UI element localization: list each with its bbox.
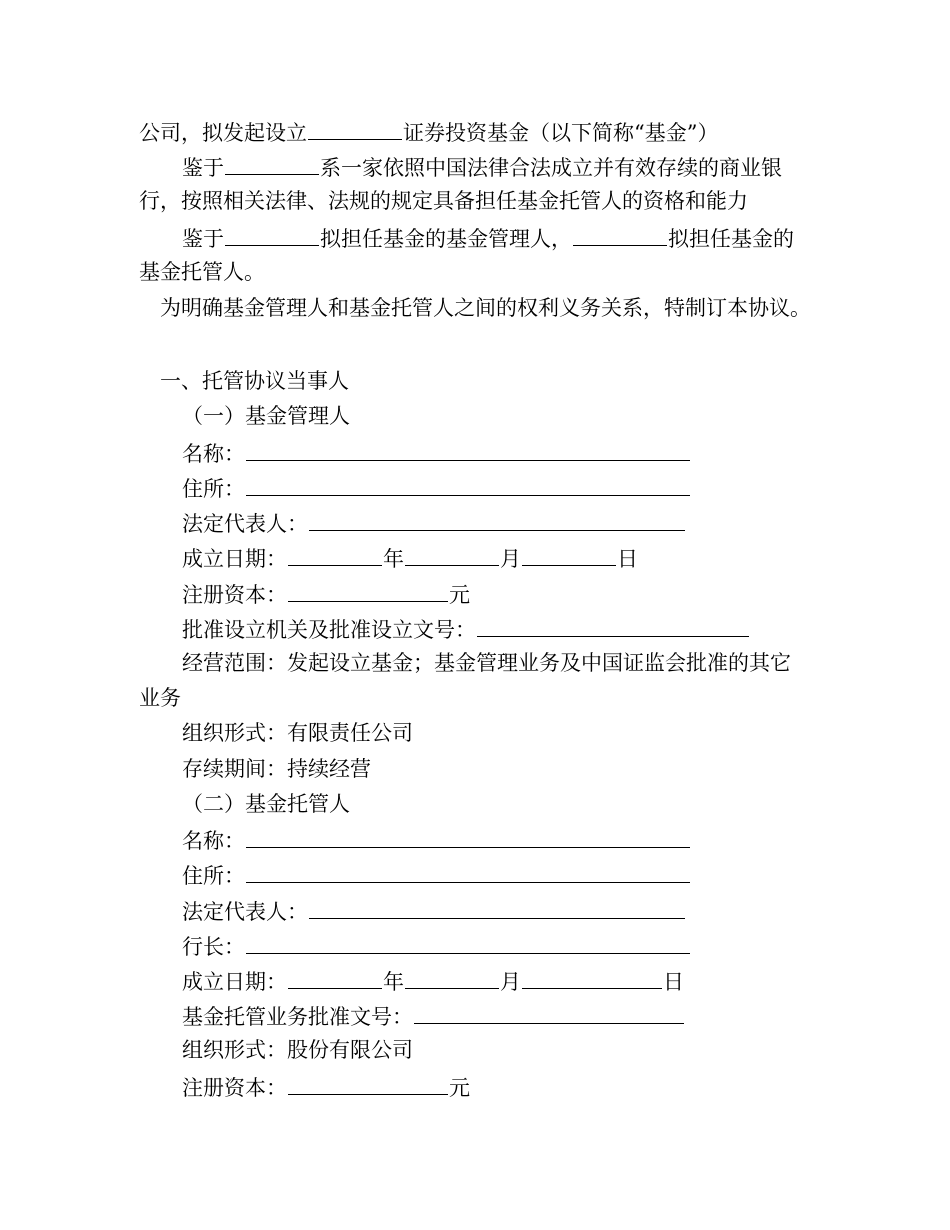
intro-text: 为明确基金管理人和基金托管人之间的权利义务关系，特制订本协议。 [160,296,811,320]
approval-blank [477,615,749,637]
custodian-form-row: 组织形式：股份有限公司 [182,1038,413,1062]
field-label: 名称： [182,829,245,853]
custodian-capital-row: 注册资本： 元 [182,1073,470,1101]
intro-line-3 [139,188,748,214]
year-blank [288,544,382,566]
custodian-heading: （二）基金托管人 [182,792,350,816]
custodian-address-row [182,861,691,889]
blank-fund-name [308,118,402,140]
manager-heading: （一）基金管理人 [182,404,350,428]
field-label: 基金托管业务批准文号： [182,1005,413,1029]
field-label: 名称： [182,442,245,466]
intro-text: 拟担任基金的 [668,227,794,251]
intro-text: 系一家依照中国法律合法成立并有效存续的商业银 [320,156,782,180]
capital-blank [288,1073,448,1095]
field-label: 住所： [182,477,245,501]
custodian-rep-row [182,897,686,925]
blank-manager-name [225,224,319,246]
manager-rep-blank [309,509,685,531]
manager-approval-row [182,615,750,643]
manager-name-row [182,439,691,467]
month-blank [405,544,499,566]
capital-blank [288,580,448,602]
blank-custodian-name-2 [573,224,667,246]
field-label: 法定代表人： [182,512,308,536]
manager-scope-row: 经营范围：发起设立基金；基金管理业务及中国证监会批准的其它 [182,651,791,675]
intro-text: 拟担任基金的基金管理人， [320,227,572,251]
manager-form-row: 组织形式：有限责任公司 [182,721,413,745]
intro-line-6 [160,295,811,321]
day-blank [522,544,616,566]
manager-rep-row [182,509,686,537]
field-label: 成立日期： [182,970,287,994]
manager-name-blank [246,439,690,461]
section-title: 一、托管协议当事人 [160,369,349,393]
field-label: 行长： [182,935,245,959]
custodian-name-row [182,826,691,854]
field-label: 住所： [182,864,245,888]
intro-text: 鉴于 [182,156,224,180]
custodian-rep-blank [309,897,685,919]
intro-text: 基金托管人。 [139,260,265,284]
month-blank [405,967,499,989]
manager-duration-row: 存续期间：持续经营 [182,757,371,781]
field-label: 批准设立机关及批准设立文号： [182,618,476,642]
intro-text: 行，按照相关法律、法规的规定具备担任基金托管人的资格和能力 [139,189,748,213]
field-label: 成立日期： [182,547,287,571]
blank-custodian-name [225,153,319,175]
intro-text: 证券投资基金（以下简称“基金”） [403,121,719,145]
custodian-address-blank [246,861,690,883]
field-label: 注册资本： [182,1076,287,1100]
intro-line-2 [182,153,782,181]
custodian-name-blank [246,826,690,848]
field-label: 注册资本： [182,583,287,607]
custodian-approval-blank [414,1002,684,1024]
custodian-date-row: 成立日期： 年 月 日 [182,967,684,995]
field-label: 法定代表人： [182,900,308,924]
manager-capital-row: 注册资本： 元 [182,580,470,608]
intro-line-1 [139,118,718,146]
year-blank [288,967,382,989]
intro-text: 公司，拟发起设立 [139,121,307,145]
manager-address-blank [246,474,690,496]
custodian-president-row [182,932,691,960]
intro-line-5 [139,259,265,285]
day-blank [522,967,662,989]
custodian-approval-row [182,1002,685,1030]
intro-line-4 [182,224,794,252]
president-blank [246,932,690,954]
intro-text: 鉴于 [182,227,224,251]
manager-scope-row-2: 业务 [139,686,181,710]
manager-date-row: 成立日期： 年 月 日 [182,544,638,572]
manager-address-row [182,474,691,502]
